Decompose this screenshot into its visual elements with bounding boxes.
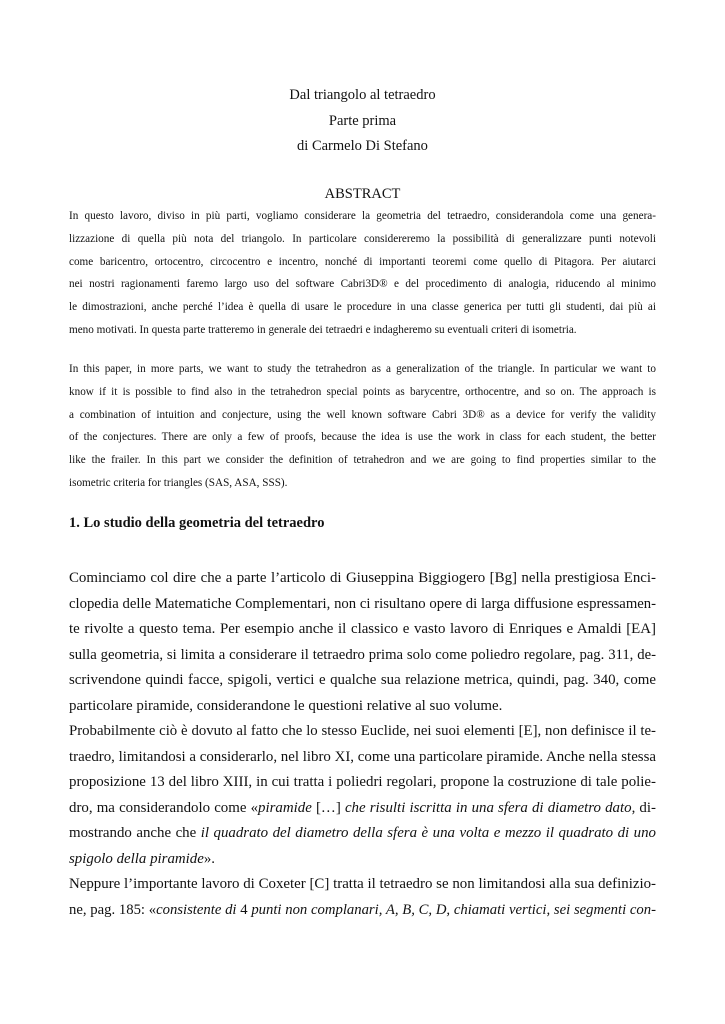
body-line: clopedia delle Matematiche Complementari, non ci risultano opere di larga diffusione espressamen- — [69, 595, 656, 612]
quote-text: che risulti iscritta in una sfera di diametro dato — [344, 799, 632, 816]
quote-text: piramide — [258, 799, 312, 816]
abstract-line: In this paper, in more parts, we want to study the tetrahedron as a generalization of the triangle. In particular we want to — [69, 363, 656, 375]
abstract-heading: ABSTRACT — [324, 186, 401, 202]
quote-text: il quadrato del diametro della sfera è una volta e mezzo il quadrato di uno — [200, 825, 656, 841]
abstract-italian — [69, 205, 656, 342]
body-text: […] — [311, 799, 345, 816]
quote-text: punti non complanari, A, B, C, D, chiamati vertici, sei segmenti con- — [251, 901, 656, 918]
body-line — [69, 847, 656, 873]
paper-author: di Carmelo Di Stefano — [297, 138, 428, 154]
body-text: 4 — [236, 901, 252, 918]
abstract-line: le dimostrazioni, anche perché l’idea è quella di usare le procedure in una classe generica per tutti gli studenti, dai più ai — [69, 301, 656, 314]
body-line: Neppure l’importante lavoro di Coxeter [C] tratta il tetraedro se non limitandosi alla sua definizio- — [69, 876, 656, 892]
abstract-line: meno motivati. In questa parte tratteremo in generale dei tetraedri e indagheremo su eventuali criteri di isometria. — [69, 323, 577, 336]
body-text: mostrando anche che — [69, 825, 201, 841]
body-text: , di- — [631, 799, 656, 816]
body-line — [69, 898, 656, 924]
abstract-line: like the frailer. In this part we consider the definition of tetrahedron and we are going to find properties similar to the — [69, 454, 656, 467]
abstract-line: know if it is possible to find also in the tetrahedron special points as barycentre, orthocentre, and so on. The approach is — [69, 385, 656, 398]
body-line — [69, 796, 656, 822]
section-heading: 1. Lo studio della geometria del tetraedro — [69, 515, 325, 531]
body-line: Cominciamo col dire che a parte l’articolo di Giuseppina Biggiogero [Bg] nella prestigiosa Enci- — [69, 570, 656, 586]
abstract-line: of the conjectures. There are only a few of proofs, because the idea is use the work in class for each student, the better — [69, 431, 656, 444]
paper-title: Dal triangolo al tetraedro — [289, 87, 436, 103]
body-line: te rivolte a questo tema. Per esempio anche il classico e vasto lavoro di Enriques e Amaldi [EA] — [69, 621, 656, 637]
body-line: traedro, limitandosi a considerarlo, nel libro XI, come una particolare piramide. Anche nella stessa — [69, 748, 656, 765]
body-line: proposizione 13 del libro XIII, in cui tratta i poliedri regolari, propone la costruzione di tale polie- — [69, 774, 656, 790]
quote-text: consistente di — [156, 901, 237, 918]
quote-text: spigolo della piramide — [69, 850, 204, 867]
section-body — [69, 566, 656, 923]
body-text: dro, ma considerandolo come « — [69, 799, 259, 816]
paper-part: Parte prima — [328, 113, 397, 129]
abstract-line: come baricentro, ortocentro, circocentro e incentro, nonché di importanti teoremi come quello di Pitagora. Per aiutarci — [69, 255, 656, 268]
abstract-line: a combination of intuition and conjecture, using the well known software Cabri 3D® as a device for verify the validity — [69, 408, 656, 421]
body-line: particolare piramide, considerandone le questioni relative al suo volume. — [69, 697, 503, 714]
body-text: ». — [203, 850, 216, 867]
body-line: scrivendone quindi facce, spigoli, vertici e qualche sua relazione metrica, quindi, pag. 340, come — [69, 672, 656, 688]
body-line — [69, 821, 656, 847]
body-text: ne, pag. 185: « — [69, 901, 157, 918]
abstract-english — [69, 358, 656, 495]
abstract-line: isometric criteria for triangles (SAS, ASA, SSS). — [69, 476, 288, 489]
body-line: sulla geometria, si limita a considerare il tetraedro prima solo come poliedro regolare, pag. 311, de- — [69, 646, 656, 663]
abstract-line: lizzazione di quella più nota del triangolo. In particolare considereremo la possibilità di generalizzare punti notevoli — [69, 232, 656, 245]
abstract-line: nei nostri ragionamenti faremo largo uso del software Cabri3D® e del procedimento di analogia, riducendo al minimo — [69, 278, 656, 291]
abstract-line: In questo lavoro, diviso in più parti, vogliamo considerare la geometria del tetraedro, considerandola come una genera- — [69, 210, 656, 222]
body-line: Probabilmente ciò è dovuto al fatto che lo stesso Euclide, nei suoi elementi [E], non definisce il te- — [69, 723, 656, 739]
